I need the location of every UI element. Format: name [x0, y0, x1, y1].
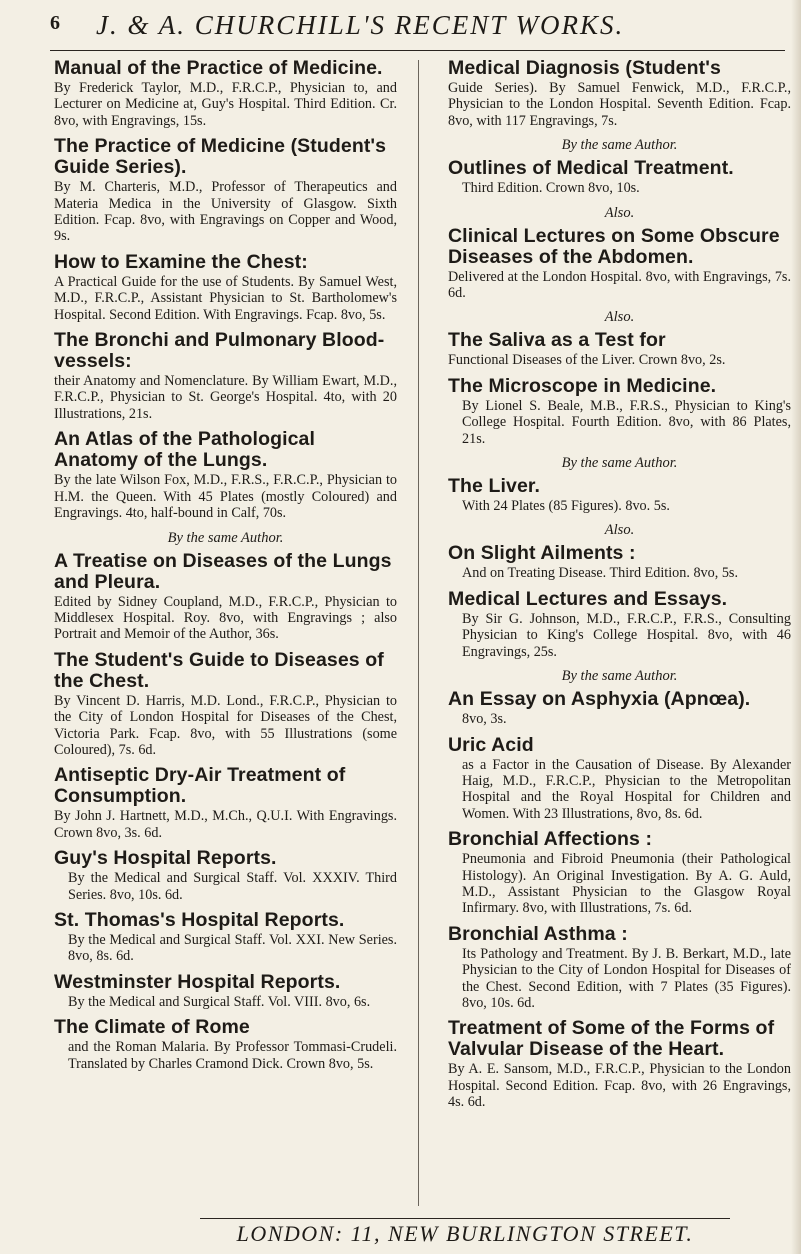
book-description: A Practical Guide for the use of Students. By Samuel West, M.D., F.R.C.P., Assistant Physician to St. Bartholomew's Hospital. Second Edition. With Engravings. Fcap. 8vo, 5s.	[54, 273, 397, 323]
book-title: The Student's Guide to Diseases of the Chest.	[54, 648, 384, 692]
book-entry	[448, 158, 791, 196]
byline-note: By the same Author.	[561, 455, 678, 472]
book-description: By the late Wilson Fox, M.D., F.R.S., F.R.C.P., Physician to H.M. the Queen. With 45 Plates (mostly Coloured) and Engravings. 4to, half-bound in Calf, 70s.	[54, 472, 397, 522]
book-description: By Lionel S. Beale, M.B., F.R.S., Physician to King's College Hospital. Fourth Edition. 8vo, with 86 Plates, 21s.	[462, 397, 791, 447]
book-title: Medical Lectures and Essays.	[448, 587, 728, 610]
book-entry	[448, 330, 791, 368]
book-entry	[54, 650, 397, 759]
book-entry	[54, 551, 397, 643]
book-title: An Essay on Asphyxia (Apnœa).	[448, 688, 751, 711]
book-title: Uric Acid	[448, 733, 534, 756]
book-description: By the Medical and Surgical Staff. Vol. XXI. New Series. 8vo, 8s. 6d.	[68, 931, 397, 965]
book-description: By the Medical and Surgical Staff. Vol. VIII. 8vo, 6s.	[68, 993, 371, 1010]
book-description: By the Medical and Surgical Staff. Vol. XXXIV. Third Series. 8vo, 10s. 6d.	[68, 870, 397, 903]
book-title: An Atlas of the Pathological Anatomy of the Lungs.	[54, 428, 316, 472]
book-title: St. Thomas's Hospital Reports.	[54, 908, 345, 931]
book-entry	[54, 252, 397, 323]
book-entry	[54, 1017, 397, 1072]
book-description: By Vincent D. Harris, M.D. Lond., F.R.C.P., Physician to the City of London Hospital for Diseases of the Chest, Victoria Park. Fcap. 8vo, with 55 Illustrations (some Coloured), 7s. 6d.	[54, 692, 397, 758]
book-title: The Saliva as a Test for	[448, 329, 666, 352]
book-description: By M. Charteris, M.D., Professor of Therapeutics and Materia Medica in the University of Glasgow. Sixth Edition. Fcap. 8vo, with Engravings on Copper and Wood, 9s.	[54, 179, 397, 245]
book-title: Clinical Lectures on Some Obscure Diseases of the Abdomen.	[448, 224, 780, 268]
book-entry	[54, 58, 397, 129]
left-column	[54, 58, 397, 1208]
book-entry	[54, 136, 397, 245]
book-description: By Frederick Taylor, M.D., F.R.C.P., Physician to, and Lecturer on Medicine at, Guy's Hospital. Third Edition. Cr. 8vo, with Engravings, 15s.	[54, 80, 397, 129]
book-description: Third Edition. Crown 8vo, 10s.	[462, 180, 640, 197]
book-entry	[54, 765, 397, 841]
byline-note: By the same Author.	[561, 668, 678, 685]
byline-note: Also.	[604, 522, 635, 539]
book-title: The Bronchi and Pulmonary Blood-vessels:	[54, 329, 385, 373]
book-description: their Anatomy and Nomenclature. By William Ewart, M.D., F.R.C.P., Physician to St. George's Hospital. 4to, with 20 Illustrations, 21s.	[54, 373, 397, 422]
book-description: Pneumonia and Fibroid Pneumonia (their Pathological Histology). An Original Investigation. By A. G. Auld, M.D., Assistant Physician to the Glasgow Royal Infirmary. 8vo, with Illustrations, 7s. 6d.	[462, 851, 791, 917]
book-title: The Liver.	[448, 475, 541, 498]
book-description: 8vo, 3s.	[462, 711, 507, 728]
book-description: By John J. Hartnett, M.D., M.Ch., Q.U.I. With Engravings. Crown 8vo, 3s. 6d.	[54, 808, 397, 841]
book-title: The Climate of Rome	[54, 1016, 250, 1039]
book-description: Guide Series). By Samuel Fenwick, M.D., F.R.C.P., Physician to the London Hospital. Seventh Edition. Fcap. 8vo, with 117 Engravings, 7s.	[448, 80, 791, 129]
book-description: and the Roman Malaria. By Professor Tommasi-Crudeli. Translated by Charles Cramond Dick. Crown 8vo, 5s.	[68, 1039, 397, 1072]
book-entry	[448, 589, 791, 660]
book-title: A Treatise on Diseases of the Lungs and Pleura.	[54, 549, 392, 593]
book-entry	[448, 226, 791, 302]
book-entry	[54, 330, 397, 422]
book-title: Treatment of Some of the Forms of Valvular Disease of the Heart.	[448, 1017, 775, 1061]
book-description: By A. E. Sansom, M.D., F.R.C.P., Physician to the London Hospital. Second Edition. Fcap. 8vo, with 26 Engravings, 4s. 6d.	[448, 1061, 791, 1111]
book-title: Bronchial Asthma :	[448, 922, 628, 945]
book-entry	[448, 735, 791, 823]
page-footer: LONDON: 11, NEW BURLINGTON STREET.	[200, 1218, 730, 1251]
book-title: Guy's Hospital Reports.	[54, 847, 277, 870]
page-edge-shadow	[791, 0, 801, 1254]
book-entry	[448, 1018, 791, 1110]
column-divider	[418, 60, 419, 1206]
book-entry	[54, 429, 397, 521]
book-entry	[448, 689, 791, 727]
book-title: The Practice of Medicine (Student's Guide Series).	[54, 135, 387, 179]
page-number: 6	[50, 12, 60, 34]
book-entry	[54, 972, 397, 1010]
book-entry	[448, 376, 791, 447]
book-description: Delivered at the London Hospital. 8vo, with Engravings, 7s. 6d.	[448, 268, 791, 302]
right-column	[448, 58, 791, 1208]
book-description: By Sir G. Johnson, M.D., F.R.C.P., F.R.S., Consulting Physician to King's College Hospital. 8vo, with 46 Engravings, 25s.	[462, 610, 791, 660]
book-entry	[448, 924, 791, 1012]
book-title: Bronchial Affections :	[448, 828, 653, 851]
book-entry	[54, 910, 397, 965]
book-description: as a Factor in the Causation of Disease. By Alexander Haig, M.D., F.R.C.P., Physician to the Metropolitan Hospital and the Royal Hospital for Children and Women. With 23 Illustrations, 8vo, 8s. 6d.	[462, 756, 791, 822]
byline-note: Also.	[604, 204, 635, 221]
book-title: Westminster Hospital Reports.	[54, 970, 341, 993]
book-description: And on Treating Disease. Third Edition. 8vo, 5s.	[462, 565, 738, 582]
book-entry	[54, 848, 397, 903]
byline-note: By the same Author.	[561, 137, 678, 154]
page-header	[50, 4, 785, 51]
book-title: Manual of the Practice of Medicine.	[54, 58, 383, 79]
byline-note: Also.	[604, 309, 635, 326]
book-entry	[448, 543, 791, 581]
book-title: Antiseptic Dry-Air Treatment of Consumption.	[54, 764, 346, 808]
book-entry	[448, 58, 791, 129]
book-title: Medical Diagnosis (Student's	[448, 58, 721, 79]
byline-note: By the same Author.	[167, 529, 284, 546]
book-title: On Slight Ailments :	[448, 542, 636, 565]
book-description: Edited by Sidney Coupland, M.D., F.R.C.P., Physician to Middlesex Hospital. Roy. 8vo, with Engravings ; also Portrait and Memoir of the Author, 36s.	[54, 593, 397, 643]
book-entry	[448, 476, 791, 514]
book-description: Functional Diseases of the Liver. Crown 8vo, 2s.	[448, 352, 726, 369]
book-title: How to Examine the Chest:	[54, 250, 308, 273]
book-description: Its Pathology and Treatment. By J. B. Berkart, M.D., late Physician to the City of London Hospital for Diseases of the Chest. Second Edition, with 7 Plates (35 Figures). 8vo, 10s. 6d.	[462, 945, 791, 1011]
book-title: The Microscope in Medicine.	[448, 374, 717, 397]
book-description: With 24 Plates (85 Figures). 8vo. 5s.	[462, 498, 670, 515]
book-entry	[448, 829, 791, 917]
running-head: J. & A. CHURCHILL'S RECENT WORKS.	[96, 10, 625, 40]
book-title: Outlines of Medical Treatment.	[448, 157, 734, 180]
